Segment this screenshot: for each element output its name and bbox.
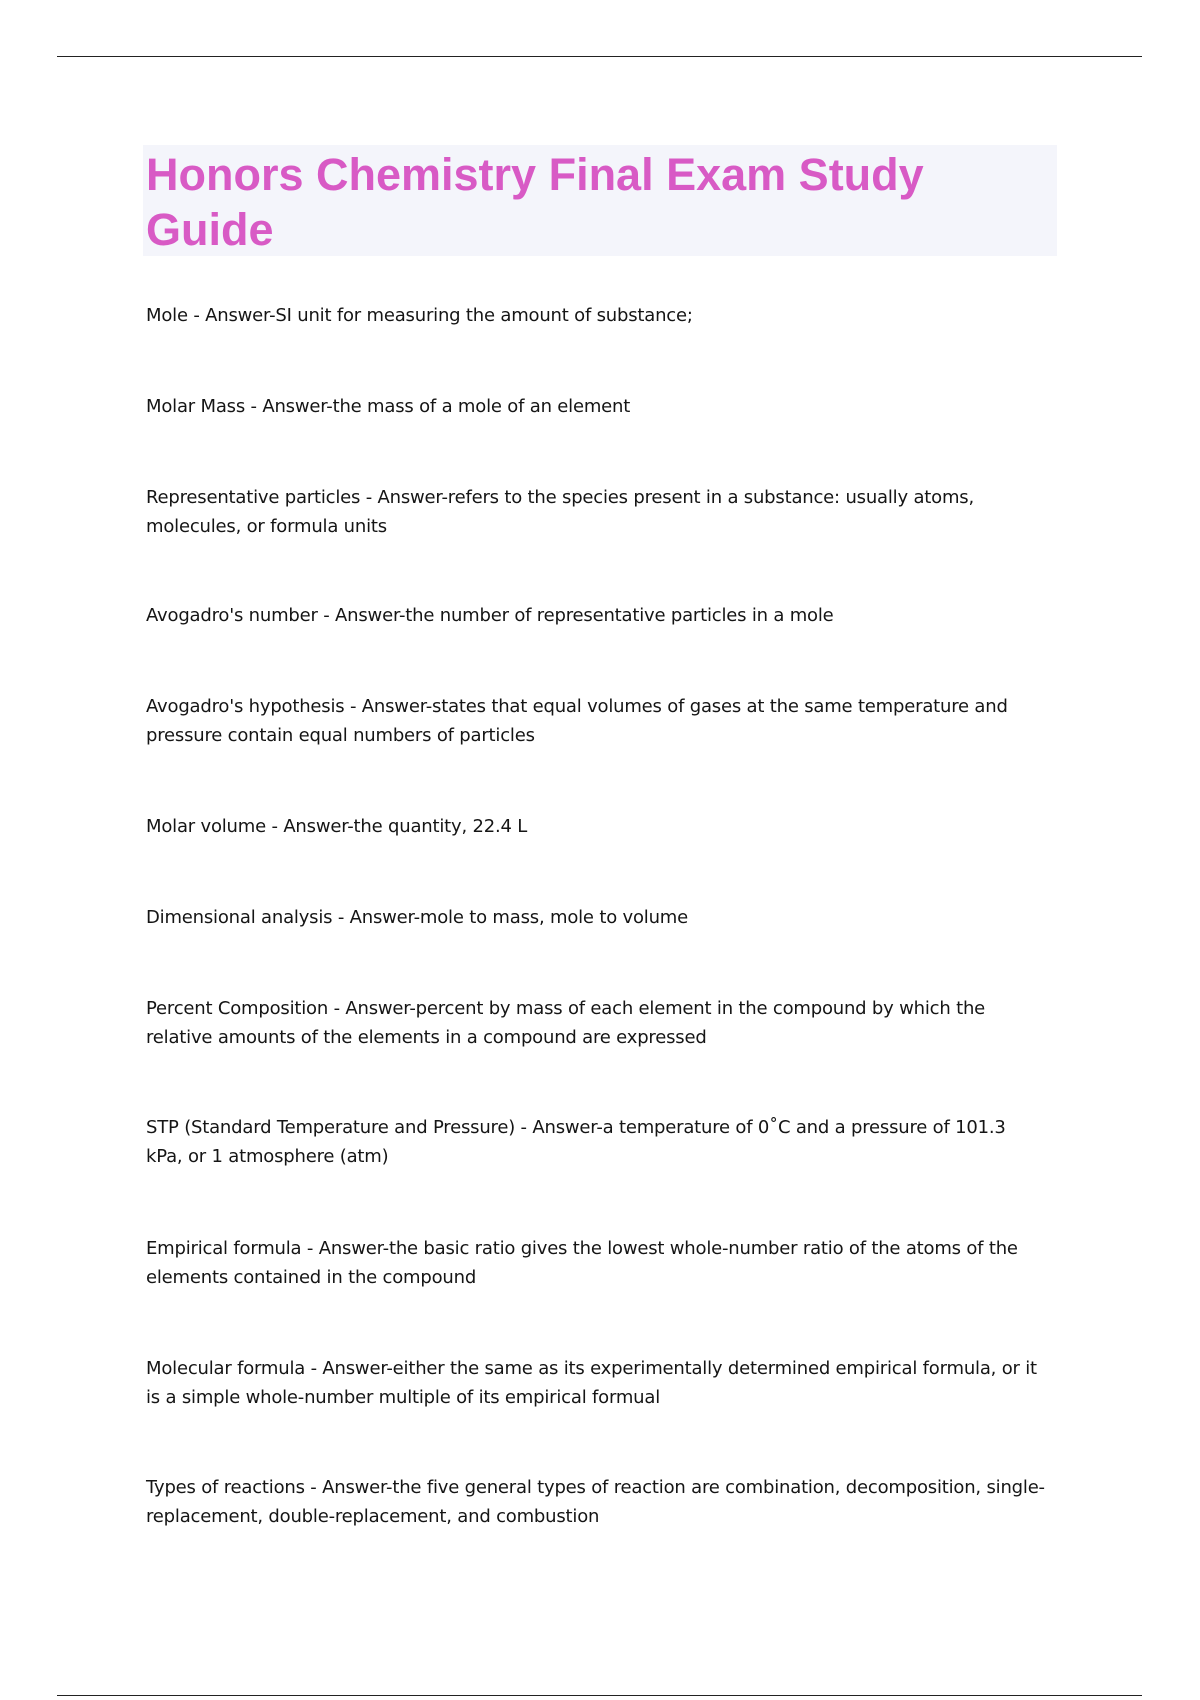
- top-rule: [57, 56, 1142, 57]
- glossary-entry: Mole - Answer-SI unit for measuring the amount of substance;: [146, 305, 693, 326]
- title-banner: [143, 145, 1057, 256]
- glossary-entry: Molar volume - Answer-the quantity, 22.4 L: [146, 816, 528, 837]
- glossary-entry: Empirical formula - Answer-the basic ratio gives the lowest whole-number ratio of the atoms of the elements contained in the compound: [146, 1238, 1018, 1288]
- page-title: Honors Chemistry Final Exam Study Guide: [146, 149, 924, 255]
- glossary-entry: Avogadro's number - Answer-the number of representative particles in a mole: [146, 605, 834, 626]
- glossary-entry: Dimensional analysis - Answer-mole to mass, mole to volume: [146, 907, 689, 928]
- bottom-rule: [57, 1695, 1142, 1696]
- glossary-entry: Percent Composition - Answer-percent by mass of each element in the compound by which the relative amounts of the elements in a compound are expressed: [146, 998, 986, 1048]
- glossary-entry: Representative particles - Answer-refers to the species present in a substance: usually atoms, molecules, or formula units: [146, 487, 974, 537]
- glossary-entry: Molar Mass - Answer-the mass of a mole of an element: [146, 396, 631, 417]
- glossary-entry: Avogadro's hypothesis - Answer-states that equal volumes of gases at the same temperature and pressure contain equal numbers of particles: [146, 696, 1008, 746]
- glossary-entry: STP (Standard Temperature and Pressure) - Answer-a temperature of 0˚C and a pressure of 101.3 kPa, or 1 atmosphere (atm): [146, 1117, 1006, 1167]
- glossary-entry: Types of reactions - Answer-the five general types of reaction are combination, decomposition, single-replacement, double-replacement, and combustion: [146, 1477, 1045, 1527]
- glossary-entry: Molecular formula - Answer-either the same as its experimentally determined empirical formula, or it is a simple whole-number multiple of its empirical formual: [146, 1358, 1037, 1408]
